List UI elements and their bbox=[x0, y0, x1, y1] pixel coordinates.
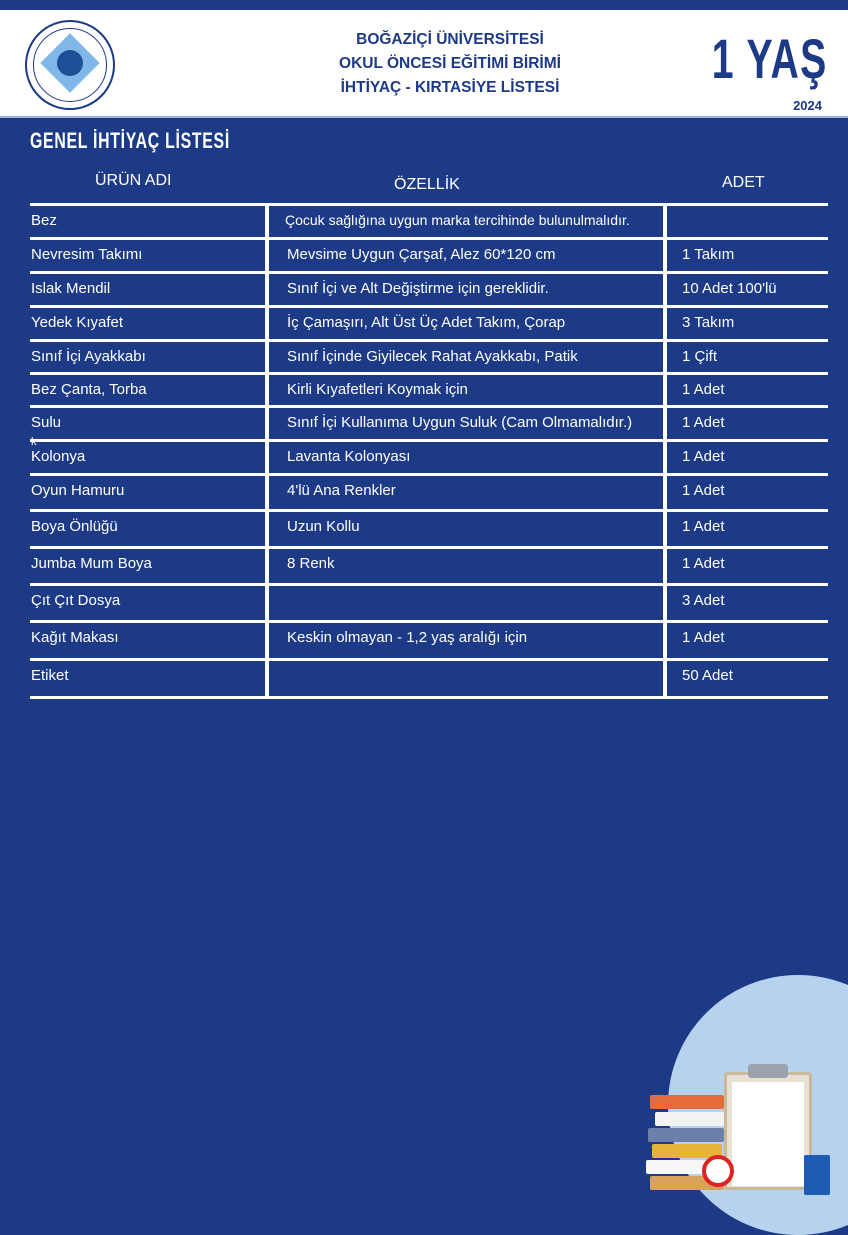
row-divider bbox=[30, 203, 828, 206]
product-quantity: 1 Adet bbox=[682, 448, 725, 465]
row-divider bbox=[30, 583, 828, 586]
column-divider bbox=[265, 203, 269, 696]
product-feature: İç Çamaşırı, Alt Üst Üç Adet Takım, Çorap bbox=[287, 314, 566, 331]
product-name: Etiket bbox=[31, 667, 69, 684]
product-name: Oyun Hamuru bbox=[31, 482, 125, 499]
row-divider bbox=[30, 372, 828, 375]
product-quantity: 1 Takım bbox=[682, 246, 735, 263]
product-feature: Lavanta Kolonyası bbox=[287, 448, 411, 465]
product-quantity: 3 Adet bbox=[682, 592, 725, 609]
row-divider bbox=[30, 546, 828, 549]
product-feature: 4'lü Ana Renkler bbox=[287, 482, 396, 499]
product-name: Nevresim Takımı bbox=[31, 246, 143, 263]
product-feature: Sınıf İçi ve Alt Değiştirme için gereklidir. bbox=[287, 280, 549, 297]
university-name: BOĞAZİÇİ ÜNİVERSİTESİ bbox=[356, 31, 544, 48]
product-quantity: 3 Takım bbox=[682, 314, 735, 331]
column-header-feature: ÖZELLİK bbox=[394, 176, 460, 193]
product-feature: Kirli Kıyafetleri Koymak için bbox=[287, 381, 468, 398]
column-divider bbox=[663, 203, 667, 696]
column-header-quantity: ADET bbox=[722, 174, 765, 191]
product-feature: Sınıf İçi Kullanıma Uygun Suluk (Cam Olmamalıdır.) bbox=[287, 414, 633, 431]
product-name: Bez bbox=[31, 212, 57, 229]
row-divider bbox=[30, 658, 828, 661]
product-quantity: 1 Çift bbox=[682, 348, 718, 365]
age-group: 1 YAŞ bbox=[712, 27, 828, 90]
university-logo bbox=[25, 20, 115, 110]
product-name: Kağıt Makası bbox=[31, 629, 119, 646]
product-name: Yedek Kıyafet bbox=[31, 314, 124, 331]
product-quantity: 1 Adet bbox=[682, 482, 725, 499]
row-divider bbox=[30, 405, 828, 408]
row-divider bbox=[30, 271, 828, 274]
product-feature: Çocuk sağlığına uygun marka tercihinde bulunulmalıdır. bbox=[285, 212, 630, 228]
product-quantity: 1 Adet bbox=[682, 629, 725, 646]
header bbox=[0, 10, 848, 118]
product-feature: Keskin olmayan - 1,2 yaş aralığı için bbox=[287, 629, 528, 646]
product-name: Sınıf İçi Ayakkabı bbox=[31, 348, 146, 365]
row-divider bbox=[30, 439, 828, 442]
product-name: Islak Mendil bbox=[31, 280, 111, 297]
stray-char: k bbox=[31, 436, 37, 448]
list-name: İHTİYAÇ - KIRTASİYE LİSTESİ bbox=[340, 79, 560, 96]
product-feature: Uzun Kollu bbox=[287, 518, 360, 535]
product-name: Jumba Mum Boya bbox=[31, 555, 152, 572]
column-header-product: ÜRÜN ADI bbox=[95, 172, 172, 189]
product-name: Bez Çanta, Torba bbox=[31, 381, 147, 398]
product-name: Boya Önlüğü bbox=[31, 518, 118, 535]
product-feature: 8 Renk bbox=[287, 555, 335, 572]
section-title: GENEL İHTİYAÇ LİSTESİ bbox=[30, 128, 230, 153]
row-divider bbox=[30, 696, 828, 699]
year: 2024 bbox=[793, 98, 822, 113]
header-title bbox=[250, 28, 650, 100]
product-name: Kolonya bbox=[31, 448, 86, 465]
product-name: Çıt Çıt Dosya bbox=[31, 592, 121, 609]
product-feature: Mevsime Uygun Çarşaf, Alez 60*120 cm bbox=[287, 246, 556, 263]
row-divider bbox=[30, 305, 828, 308]
unit-name: OKUL ÖNCESİ EĞİTİMİ BİRİMİ bbox=[339, 55, 561, 72]
row-divider bbox=[30, 473, 828, 476]
row-divider bbox=[30, 339, 828, 342]
product-quantity: 1 Adet bbox=[682, 381, 725, 398]
product-quantity: 50 Adet bbox=[682, 667, 733, 684]
product-quantity: 1 Adet bbox=[682, 414, 725, 431]
row-divider bbox=[30, 509, 828, 512]
product-feature: Sınıf İçinde Giyilecek Rahat Ayakkabı, Patik bbox=[287, 348, 578, 365]
product-name: Sulu bbox=[31, 414, 62, 431]
row-divider bbox=[30, 620, 828, 623]
product-quantity: 10 Adet 100'lü bbox=[682, 280, 777, 297]
product-quantity: 1 Adet bbox=[682, 518, 725, 535]
product-quantity: 1 Adet bbox=[682, 555, 725, 572]
row-divider bbox=[30, 237, 828, 240]
